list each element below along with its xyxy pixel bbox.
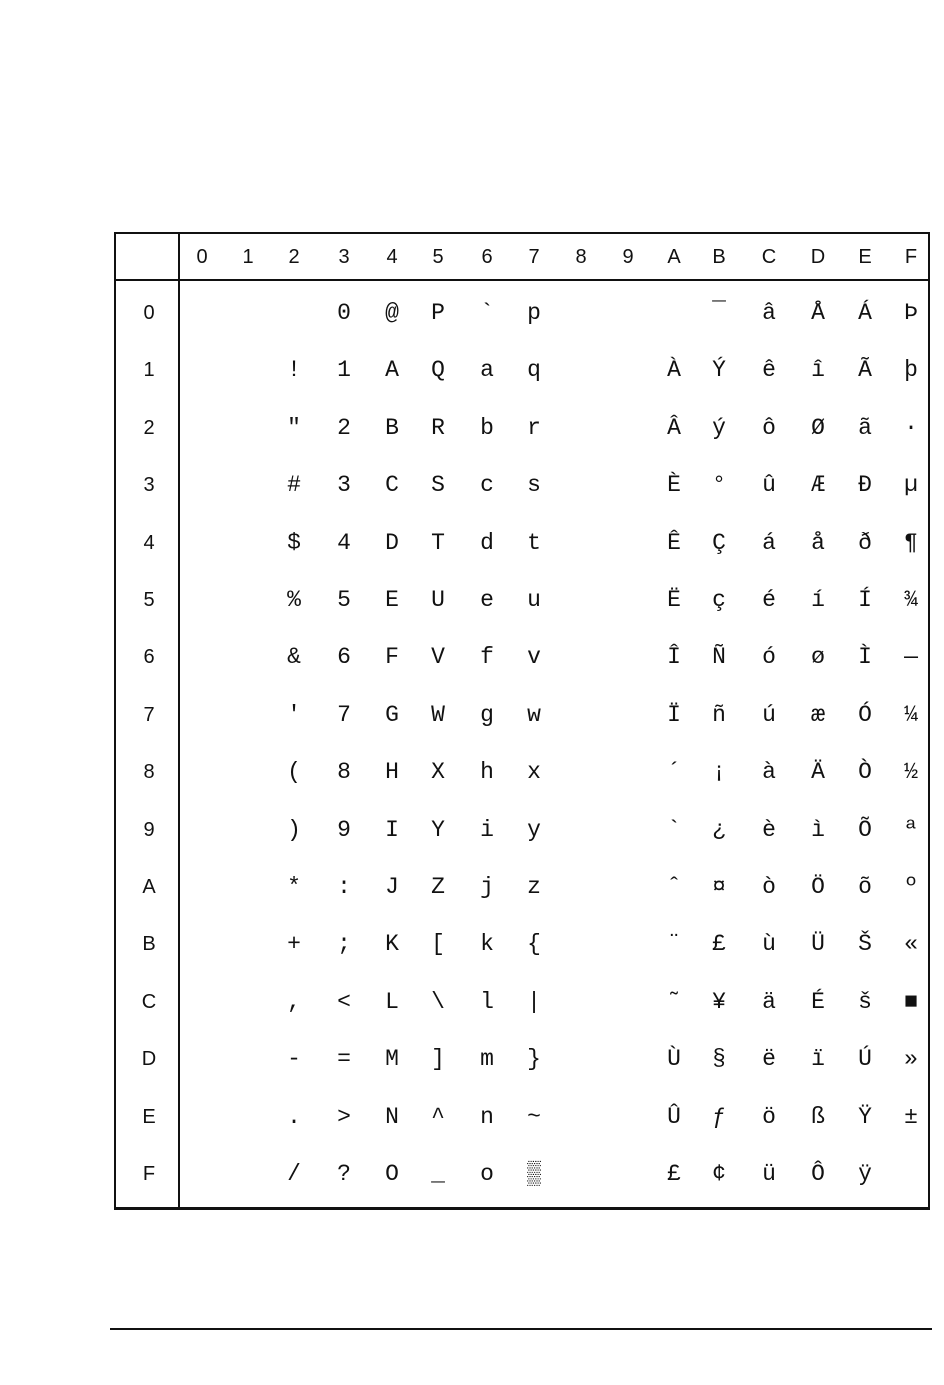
- table-cell: ¼: [904, 702, 918, 728]
- table-cell: ï: [811, 1046, 825, 1072]
- table-cell: n: [480, 1104, 494, 1130]
- table-cell: í: [811, 587, 825, 613]
- row-header: B: [142, 933, 156, 955]
- footer-rule: [110, 1328, 932, 1330]
- table-cell: Þ: [904, 300, 918, 326]
- table-cell: Š: [858, 931, 872, 957]
- table-cell: t: [527, 530, 541, 556]
- table-cell: N: [385, 1104, 399, 1130]
- table-cell: <: [337, 989, 351, 1015]
- table-cell: m: [480, 1046, 494, 1072]
- table-cell: Q: [431, 357, 445, 383]
- row-header-divider: [178, 234, 180, 1207]
- table-cell: G: [385, 702, 399, 728]
- row-header: C: [141, 991, 157, 1013]
- table-cell: Ý: [712, 357, 726, 383]
- table-cell: ¢: [712, 1161, 726, 1187]
- table-cell: ½: [904, 759, 918, 785]
- table-cell: »: [904, 1046, 918, 1072]
- table-cell: Ô: [811, 1161, 825, 1187]
- table-cell: ¶: [904, 530, 918, 556]
- table-cell: ð: [858, 530, 872, 556]
- table-cell: &: [287, 644, 301, 670]
- table-cell: Ð: [858, 472, 872, 498]
- table-cell: Ï: [667, 702, 681, 728]
- table-cell: 6: [337, 644, 351, 670]
- table-cell: ▒: [527, 1161, 541, 1187]
- table-cell: Õ: [858, 817, 872, 843]
- table-cell: K: [385, 931, 399, 957]
- row-header: 4: [143, 532, 155, 554]
- table-cell: +: [287, 931, 301, 957]
- table-cell: 7: [337, 702, 351, 728]
- table-cell: q: [527, 357, 541, 383]
- table-cell: ë: [762, 1046, 776, 1072]
- table-cell: `: [667, 817, 681, 843]
- table-cell: L: [385, 989, 399, 1015]
- table-cell: s: [527, 472, 541, 498]
- table-cell: ä: [762, 989, 776, 1015]
- row-header: 8: [143, 761, 155, 783]
- table-cell: µ: [904, 472, 918, 498]
- table-cell: º: [904, 874, 918, 900]
- table-cell: ç: [712, 587, 726, 613]
- table-cell: B: [385, 415, 399, 441]
- table-cell: £: [712, 931, 726, 957]
- table-cell: w: [527, 702, 541, 728]
- table-cell: «: [904, 931, 918, 957]
- table-cell: [: [431, 931, 445, 957]
- table-cell: 3: [337, 472, 351, 498]
- table-cell: ÿ: [858, 1161, 872, 1187]
- table-cell: \: [431, 989, 445, 1015]
- table-cell: $: [287, 530, 301, 556]
- table-cell: l: [480, 989, 494, 1015]
- table-cell: (: [287, 759, 301, 785]
- table-cell: 2: [337, 415, 351, 441]
- table-cell: Y: [431, 817, 445, 843]
- table-cell: á: [762, 530, 776, 556]
- table-cell: Á: [858, 300, 872, 326]
- table-cell: O: [385, 1161, 399, 1187]
- table-cell: ì: [811, 817, 825, 843]
- table-cell: ñ: [712, 702, 726, 728]
- table-cell: ô: [762, 415, 776, 441]
- row-header: 7: [143, 704, 155, 726]
- table-cell: o: [480, 1161, 494, 1187]
- table-cell: X: [431, 759, 445, 785]
- table-cell: Ä: [811, 759, 825, 785]
- table-cell: å: [811, 530, 825, 556]
- table-cell: D: [385, 530, 399, 556]
- table-cell: £: [667, 1161, 681, 1187]
- table-cell: {: [527, 931, 541, 957]
- table-cell: Ç: [712, 530, 726, 556]
- table-cell: Ù: [667, 1046, 681, 1072]
- table-cell: Î: [667, 644, 681, 670]
- table-cell: g: [480, 702, 494, 728]
- table-cell: §: [712, 1046, 726, 1072]
- table-cell: a: [480, 357, 494, 383]
- table-cell: R: [431, 415, 445, 441]
- table-cell: Ú: [858, 1046, 872, 1072]
- table-cell: Æ: [811, 472, 825, 498]
- column-header: 7: [528, 246, 540, 268]
- row-header: 6: [143, 646, 155, 668]
- table-cell: ?: [337, 1161, 351, 1187]
- table-cell: k: [480, 931, 494, 957]
- table-cell: /: [287, 1161, 301, 1187]
- table-cell: Ã: [858, 357, 872, 383]
- character-table: [114, 232, 930, 1210]
- column-header: D: [810, 246, 826, 268]
- table-cell: ;: [337, 931, 351, 957]
- table-cell: %: [287, 587, 301, 613]
- table-cell: Û: [667, 1104, 681, 1130]
- row-header: E: [142, 1106, 156, 1128]
- table-cell: I: [385, 817, 399, 843]
- column-header: B: [712, 246, 726, 268]
- table-cell: .: [287, 1104, 301, 1130]
- table-cell: p: [527, 300, 541, 326]
- table-cell: d: [480, 530, 494, 556]
- table-cell: J: [385, 874, 399, 900]
- table-cell: x: [527, 759, 541, 785]
- table-cell: ]: [431, 1046, 445, 1072]
- column-header: 1: [242, 246, 254, 268]
- table-cell: W: [431, 702, 445, 728]
- table-cell: V: [431, 644, 445, 670]
- table-cell: E: [385, 587, 399, 613]
- table-cell: 0: [337, 300, 351, 326]
- table-cell: r: [527, 415, 541, 441]
- table-cell: C: [385, 472, 399, 498]
- table-cell: Í: [858, 587, 872, 613]
- table-cell: ˜: [667, 989, 681, 1015]
- table-cell: ü: [762, 1161, 776, 1187]
- table-cell: `: [480, 300, 494, 326]
- row-header: F: [142, 1163, 156, 1185]
- table-cell: ã: [858, 415, 872, 441]
- column-header: 6: [481, 246, 493, 268]
- table-cell: ó: [762, 644, 776, 670]
- column-header: 0: [196, 246, 208, 268]
- table-cell: ¤: [712, 874, 726, 900]
- table-cell: S: [431, 472, 445, 498]
- table-cell: õ: [858, 874, 872, 900]
- table-cell: T: [431, 530, 445, 556]
- table-cell: H: [385, 759, 399, 785]
- table-cell: v: [527, 644, 541, 670]
- table-cell: Ü: [811, 931, 825, 957]
- table-cell: A: [385, 357, 399, 383]
- table-cell: ù: [762, 931, 776, 957]
- table-cell: î: [811, 357, 825, 383]
- table-cell: Ö: [811, 874, 825, 900]
- table-cell: ¨: [667, 931, 681, 957]
- column-header: A: [667, 246, 681, 268]
- table-cell: 1: [337, 357, 351, 383]
- table-cell: h: [480, 759, 494, 785]
- table-cell: Ë: [667, 587, 681, 613]
- table-cell: ß: [811, 1104, 825, 1130]
- table-cell: =: [337, 1046, 351, 1072]
- table-cell: |: [527, 989, 541, 1015]
- table-cell: ■: [904, 989, 918, 1015]
- table-cell: ƒ: [712, 1104, 726, 1130]
- table-cell: ¾: [904, 587, 918, 613]
- table-cell: i: [480, 817, 494, 843]
- table-cell: b: [480, 415, 494, 441]
- table-cell: *: [287, 874, 301, 900]
- table-cell: z: [527, 874, 541, 900]
- table-cell: ý: [712, 415, 726, 441]
- table-cell: Ø: [811, 415, 825, 441]
- table-cell: °: [712, 472, 726, 498]
- table-cell: ": [287, 415, 301, 441]
- column-header: E: [858, 246, 872, 268]
- table-cell: P: [431, 300, 445, 326]
- table-cell: Ó: [858, 702, 872, 728]
- table-cell: 8: [337, 759, 351, 785]
- table-cell: ˆ: [667, 874, 681, 900]
- table-cell: j: [480, 874, 494, 900]
- table-cell: 4: [337, 530, 351, 556]
- table-cell: È: [667, 472, 681, 498]
- table-cell: -: [287, 1046, 301, 1072]
- column-header: 9: [622, 246, 634, 268]
- row-header: 2: [143, 417, 155, 439]
- column-header: C: [761, 246, 777, 268]
- table-cell: #: [287, 472, 301, 498]
- table-cell: 5: [337, 587, 351, 613]
- row-header: 0: [143, 302, 155, 324]
- table-cell: ~: [527, 1104, 541, 1130]
- column-header: 8: [575, 246, 587, 268]
- table-cell: ú: [762, 702, 776, 728]
- table-cell: ¡: [712, 759, 726, 785]
- table-cell: ,: [287, 989, 301, 1015]
- table-cell: ¯: [712, 300, 726, 326]
- column-header: 2: [288, 246, 300, 268]
- table-cell: Ÿ: [858, 1104, 872, 1130]
- column-header: F: [904, 246, 918, 268]
- column-header: 4: [386, 246, 398, 268]
- table-cell: —: [904, 644, 918, 670]
- table-cell: M: [385, 1046, 399, 1072]
- table-cell: ): [287, 817, 301, 843]
- table-cell: u: [527, 587, 541, 613]
- table-cell: ': [287, 702, 301, 728]
- table-cell: f: [480, 644, 494, 670]
- table-cell: ò: [762, 874, 776, 900]
- table-cell: É: [811, 989, 825, 1015]
- table-cell: F: [385, 644, 399, 670]
- row-header: A: [142, 876, 156, 898]
- table-cell: y: [527, 817, 541, 843]
- table-cell: æ: [811, 702, 825, 728]
- row-header: D: [141, 1048, 157, 1070]
- table-cell: ø: [811, 644, 825, 670]
- table-cell: ê: [762, 357, 776, 383]
- table-cell: !: [287, 357, 301, 383]
- table-cell: ª: [904, 817, 918, 843]
- table-cell: ^: [431, 1104, 445, 1130]
- row-header: 3: [143, 474, 155, 496]
- table-cell: Ì: [858, 644, 872, 670]
- table-cell: Z: [431, 874, 445, 900]
- table-cell: þ: [904, 357, 918, 383]
- table-cell: š: [858, 989, 872, 1015]
- table-cell: À: [667, 357, 681, 383]
- table-cell: U: [431, 587, 445, 613]
- table-cell: â: [762, 300, 776, 326]
- table-cell: }: [527, 1046, 541, 1072]
- row-header: 9: [143, 819, 155, 841]
- table-cell: ¿: [712, 817, 726, 843]
- table-cell: ¥: [712, 989, 726, 1015]
- column-header: 5: [432, 246, 444, 268]
- header-divider: [116, 279, 928, 281]
- table-cell: Ò: [858, 759, 872, 785]
- row-header: 1: [143, 359, 155, 381]
- table-cell: ö: [762, 1104, 776, 1130]
- table-cell: 9: [337, 817, 351, 843]
- table-cell: à: [762, 759, 776, 785]
- table-cell: >: [337, 1104, 351, 1130]
- table-cell: ·: [904, 415, 918, 441]
- table-cell: e: [480, 587, 494, 613]
- table-cell: è: [762, 817, 776, 843]
- column-header: 3: [338, 246, 350, 268]
- table-cell: @: [385, 300, 399, 326]
- table-cell: û: [762, 472, 776, 498]
- table-cell: :: [337, 874, 351, 900]
- table-cell: _: [431, 1161, 445, 1187]
- table-cell: ±: [904, 1104, 918, 1130]
- table-cell: c: [480, 472, 494, 498]
- table-cell: é: [762, 587, 776, 613]
- row-header: 5: [143, 589, 155, 611]
- table-cell: ´: [667, 759, 681, 785]
- table-cell: Â: [667, 415, 681, 441]
- table-cell: Ñ: [712, 644, 726, 670]
- table-cell: Å: [811, 300, 825, 326]
- table-cell: Ê: [667, 530, 681, 556]
